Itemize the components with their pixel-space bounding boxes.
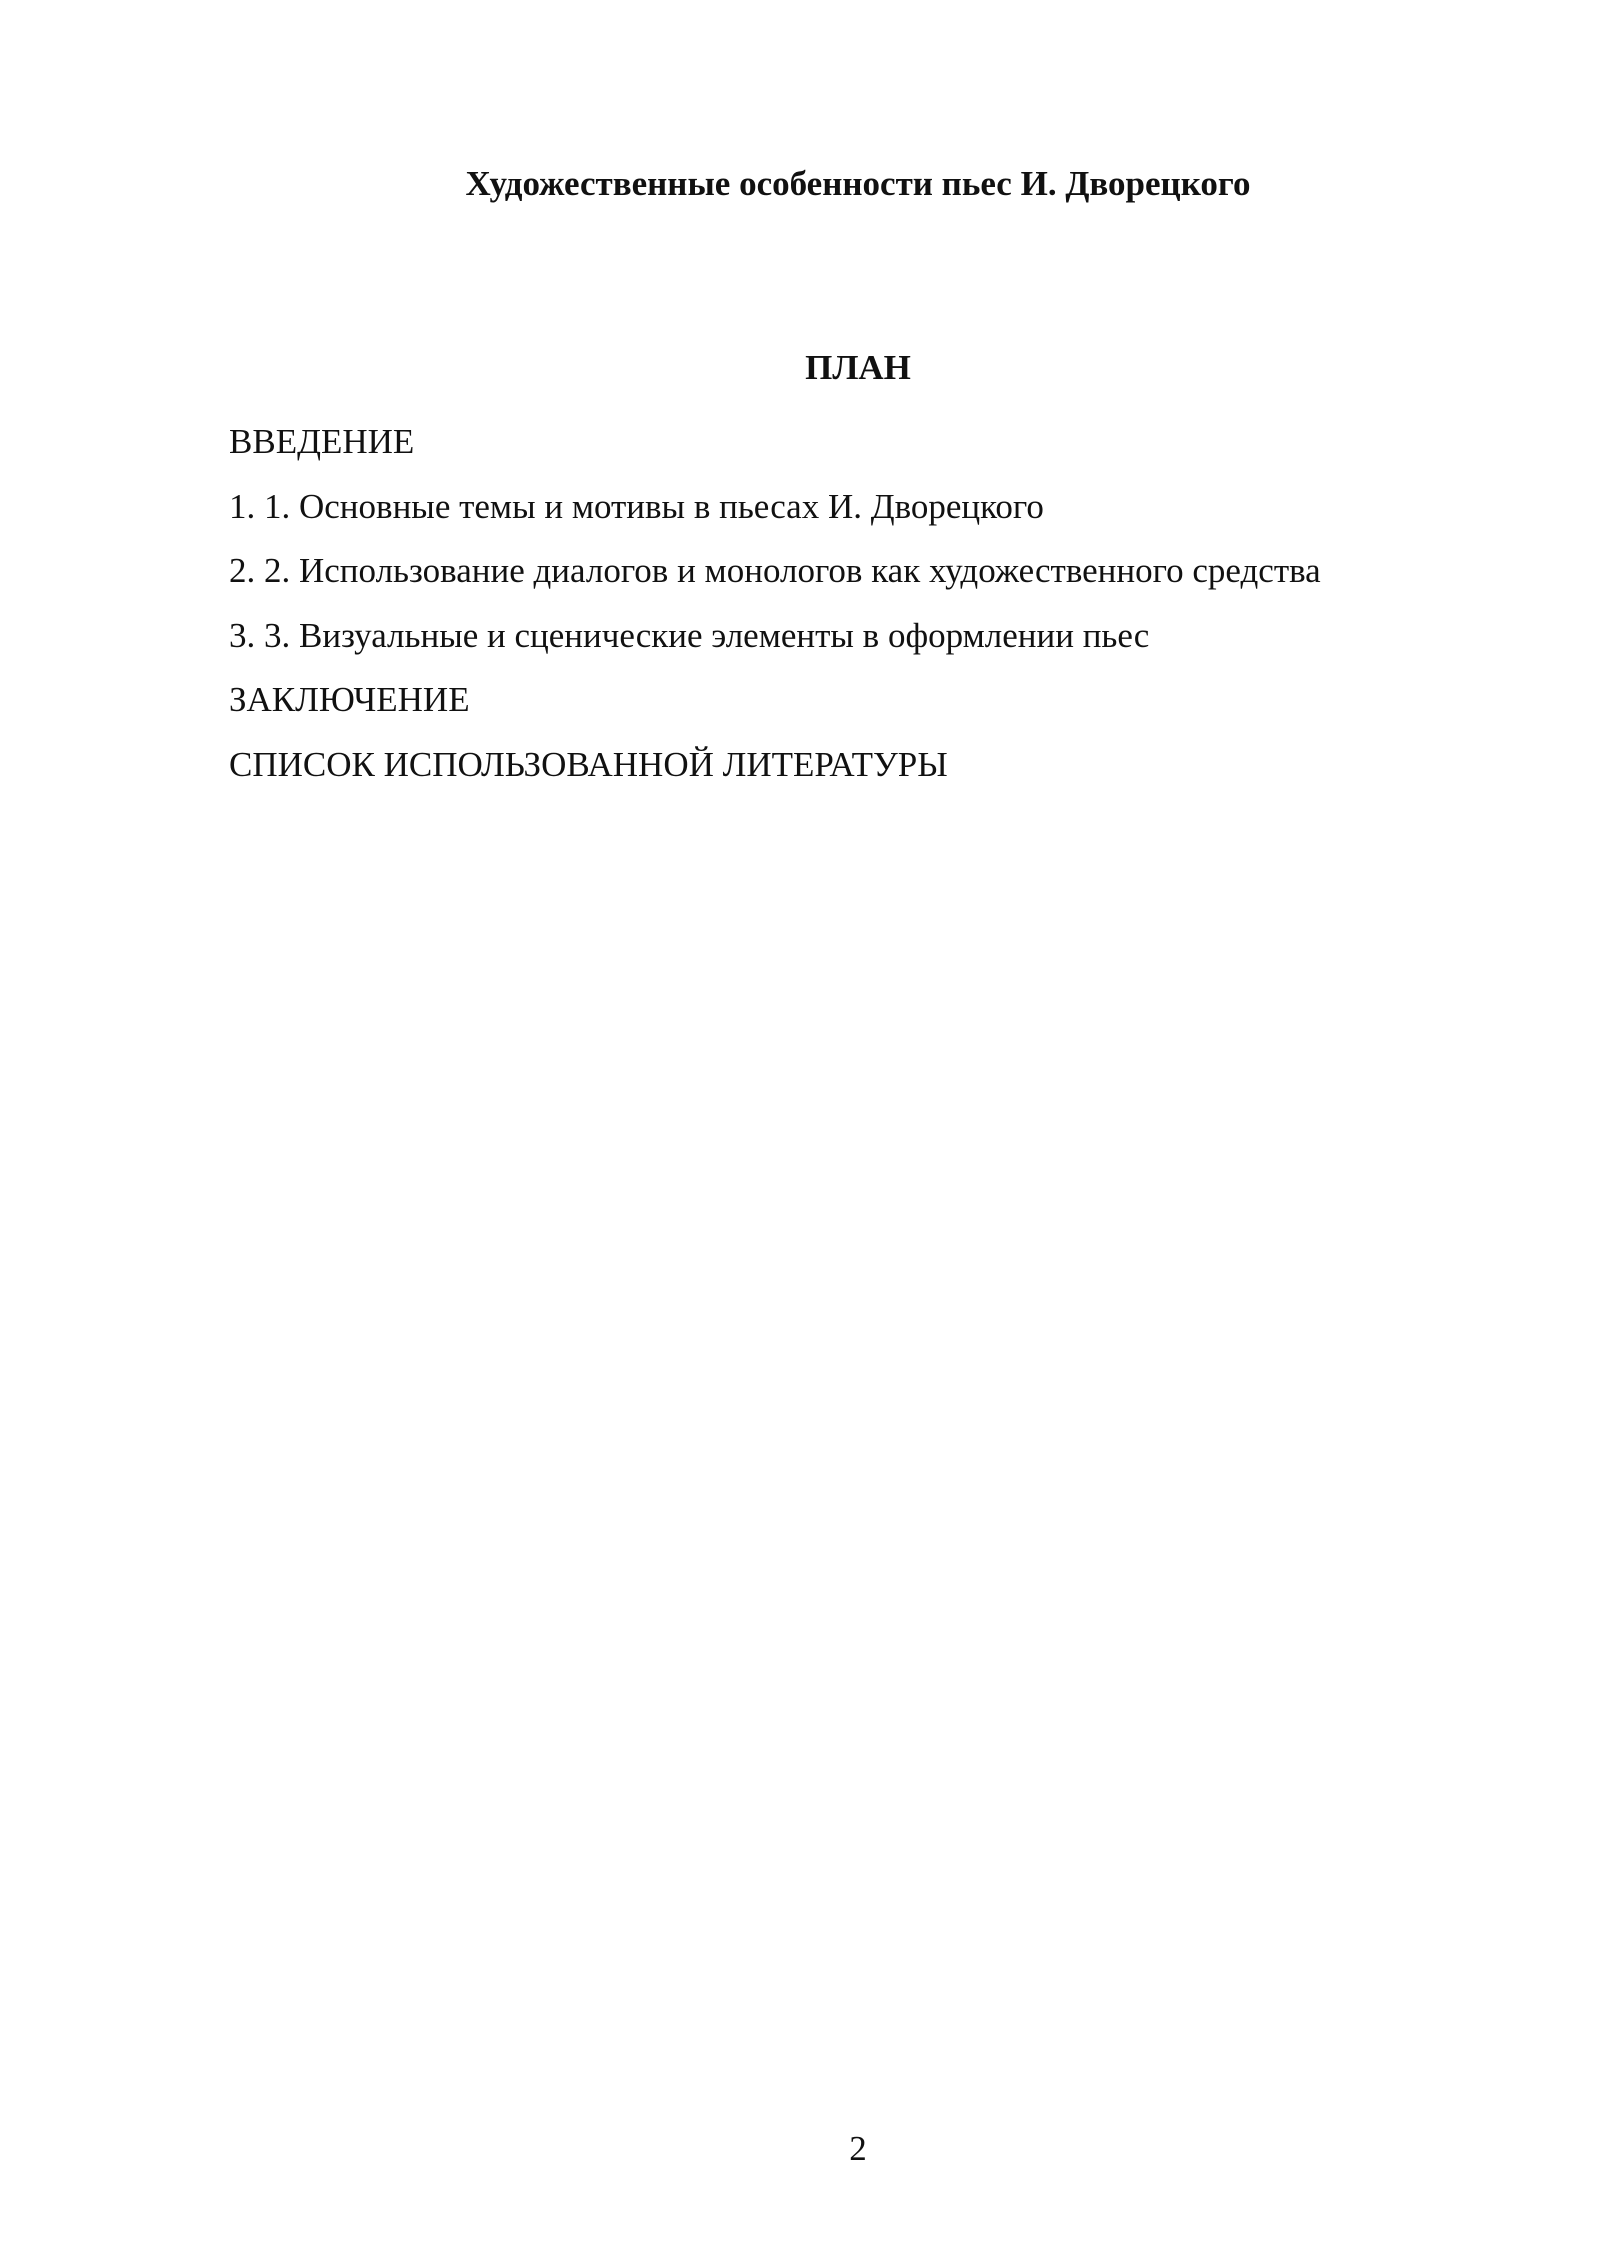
table-of-contents <box>229 420 1321 807</box>
toc-item-conclusion: ЗАКЛЮЧЕНИЕ <box>229 680 470 719</box>
toc-item-chapter-1: 1. 1. Основные темы и мотивы в пьесах И. Дворецкого <box>229 486 1044 526</box>
page-number: 2 <box>849 2129 867 2168</box>
toc-item-references: СПИСОК ИСПОЛЬЗОВАННОЙ ЛИТЕРАТУРЫ <box>229 744 948 784</box>
toc-item-chapter-2: 2. 2. Использование диалогов и монологов как художественного средства <box>229 551 1321 590</box>
toc-item-chapter-3: 3. 3. Визуальные и сценические элементы в оформлении пьес <box>229 615 1150 655</box>
document-title: Художественные особенности пьес И. Дворецкого <box>465 164 1251 203</box>
plan-heading: ПЛАН <box>805 348 911 387</box>
toc-item-introduction: ВВЕДЕНИЕ <box>229 422 415 461</box>
